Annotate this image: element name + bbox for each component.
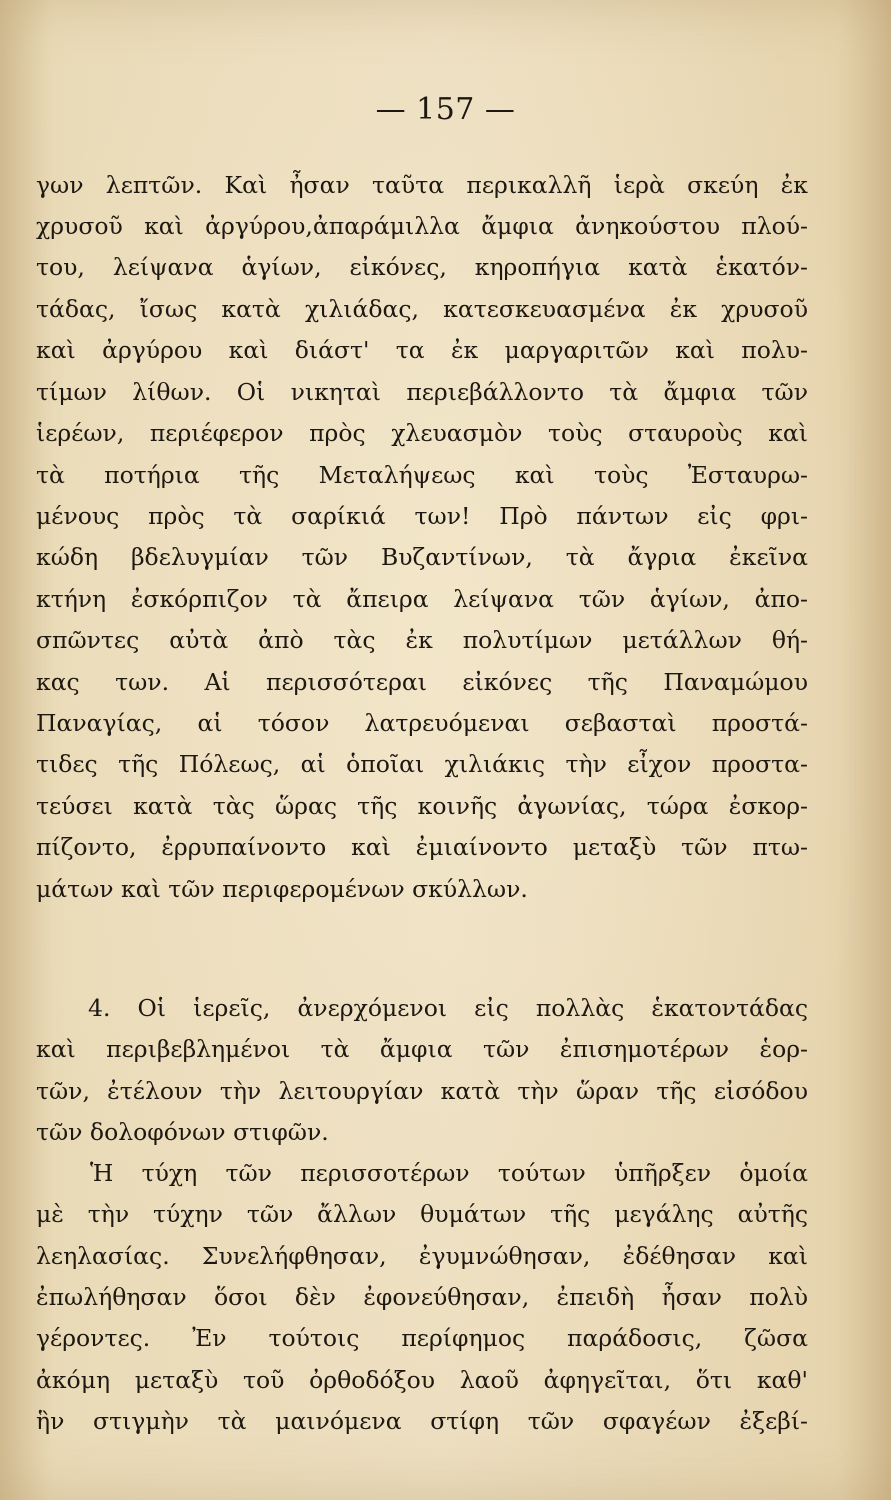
text-line: ἐπωλήθησαν ὅσοι δὲν ἐφονεύθησαν, ἐπειδὴ ἦσαν πολὺ bbox=[36, 1283, 808, 1311]
text-line: μὲ τὴν τύχην τῶν ἄλλων θυμάτων τῆς μεγάλης αὐτῆς bbox=[36, 1200, 808, 1228]
text-line: τεύσει κατὰ τὰς ὥρας τῆς κοινῆς ἀγωνίας, τώρα ἐσκορ- bbox=[36, 792, 808, 820]
text-line: του, λείψανα ἁγίων, εἰκόνες, κηροπήγια κατὰ ἑκατόν- bbox=[36, 253, 808, 281]
text-line: κτήνη ἐσκόρπιζον τὰ ἄπειρα λείψανα τῶν ἁγίων, ἀπο- bbox=[36, 585, 808, 613]
text-line: τῶν δολοφόνων στιφῶν. bbox=[36, 1118, 329, 1146]
text-line: τὰ ποτήρια τῆς Μεταλήψεως καὶ τοὺς Ἐσταυρω- bbox=[36, 461, 808, 489]
text-line: μένους πρὸς τὰ σαρίκιά των! Πρὸ πάντων εἰς φρι- bbox=[36, 502, 808, 530]
text-line: καὶ περιβεβλημένοι τὰ ἄμφια τῶν ἐπισημοτέρων ἑορ- bbox=[36, 1035, 808, 1063]
text-line: γέροντες. Ἐν τούτοις περίφημος παράδοσις, ζῶσα bbox=[36, 1324, 808, 1352]
text-line: κας των. Αἱ περισσότεραι εἰκόνες τῆς Παναμώμου bbox=[36, 668, 808, 696]
text-line: καὶ ἀργύρου καὶ διάστ' τα ἐκ μαργαριτῶν καὶ πολυ- bbox=[36, 336, 808, 364]
text-line: Ἡ τύχη τῶν περισσοτέρων τούτων ὑπῆρξεν ὁμοία bbox=[90, 1159, 808, 1187]
text-line: 4. Οἱ ἱερεῖς, ἀνερχόμενοι εἰς πολλὰς ἑκατοντάδας bbox=[88, 994, 808, 1022]
text-line: κώδη βδελυγμίαν τῶν Βυζαντίνων, τὰ ἄγρια ἐκεῖνα bbox=[36, 543, 808, 571]
text-line: τίμων λίθων. Οἱ νικηταὶ περιεβάλλοντο τὰ ἄμφια τῶν bbox=[36, 378, 808, 406]
text-line: πίζοντο, ἐρρυπαίνοντο καὶ ἐμιαίνοντο μεταξὺ τῶν πτω- bbox=[36, 833, 808, 861]
text-line: Παναγίας, αἱ τόσον λατρευόμεναι σεβασταὶ προστά- bbox=[36, 709, 808, 737]
text-line: σπῶντες αὐτὰ ἀπὸ τὰς ἐκ πολυτίμων μετάλλων θή- bbox=[36, 626, 808, 654]
text-line: μάτων καὶ τῶν περιφερομένων σκύλλων. bbox=[36, 875, 528, 903]
page-number: — 157 — bbox=[375, 92, 516, 127]
text-line: τιδες τῆς Πόλεως, αἱ ὁποῖαι χιλιάκις τὴν εἶχον προστα- bbox=[36, 750, 808, 778]
text-line: γων λεπτῶν. Καὶ ἦσαν ταῦτα περικαλλῆ ἱερὰ σκεύη ἐκ bbox=[36, 171, 808, 199]
text-line: ἀκόμη μεταξὺ τοῦ ὀρθοδόξου λαοῦ ἀφηγεῖται, ὅτι καθ' bbox=[36, 1366, 808, 1394]
text-line: τῶν, ἐτέλουν τὴν λειτουργίαν κατὰ τὴν ὥραν τῆς εἰσόδου bbox=[36, 1077, 808, 1105]
text-line: ἱερέων, περιέφερον πρὸς χλευασμὸν τοὺς σταυροὺς καὶ bbox=[36, 419, 808, 447]
text-line: χρυσοῦ καὶ ἀργύρου,ἀπαράμιλλα ἄμφια ἀνηκούστου πλού- bbox=[36, 212, 808, 240]
text-line: λεηλασίας. Συνελήφθησαν, ἐγυμνώθησαν, ἐδέθησαν καὶ bbox=[36, 1242, 808, 1270]
text-line: τάδας, ἴσως κατὰ χιλιάδας, κατεσκευασμένα ἐκ χρυσοῦ bbox=[36, 295, 808, 323]
text-line: ἣν στιγμὴν τὰ μαινόμενα στίφη τῶν σφαγέων ἐξεβί- bbox=[36, 1407, 808, 1435]
